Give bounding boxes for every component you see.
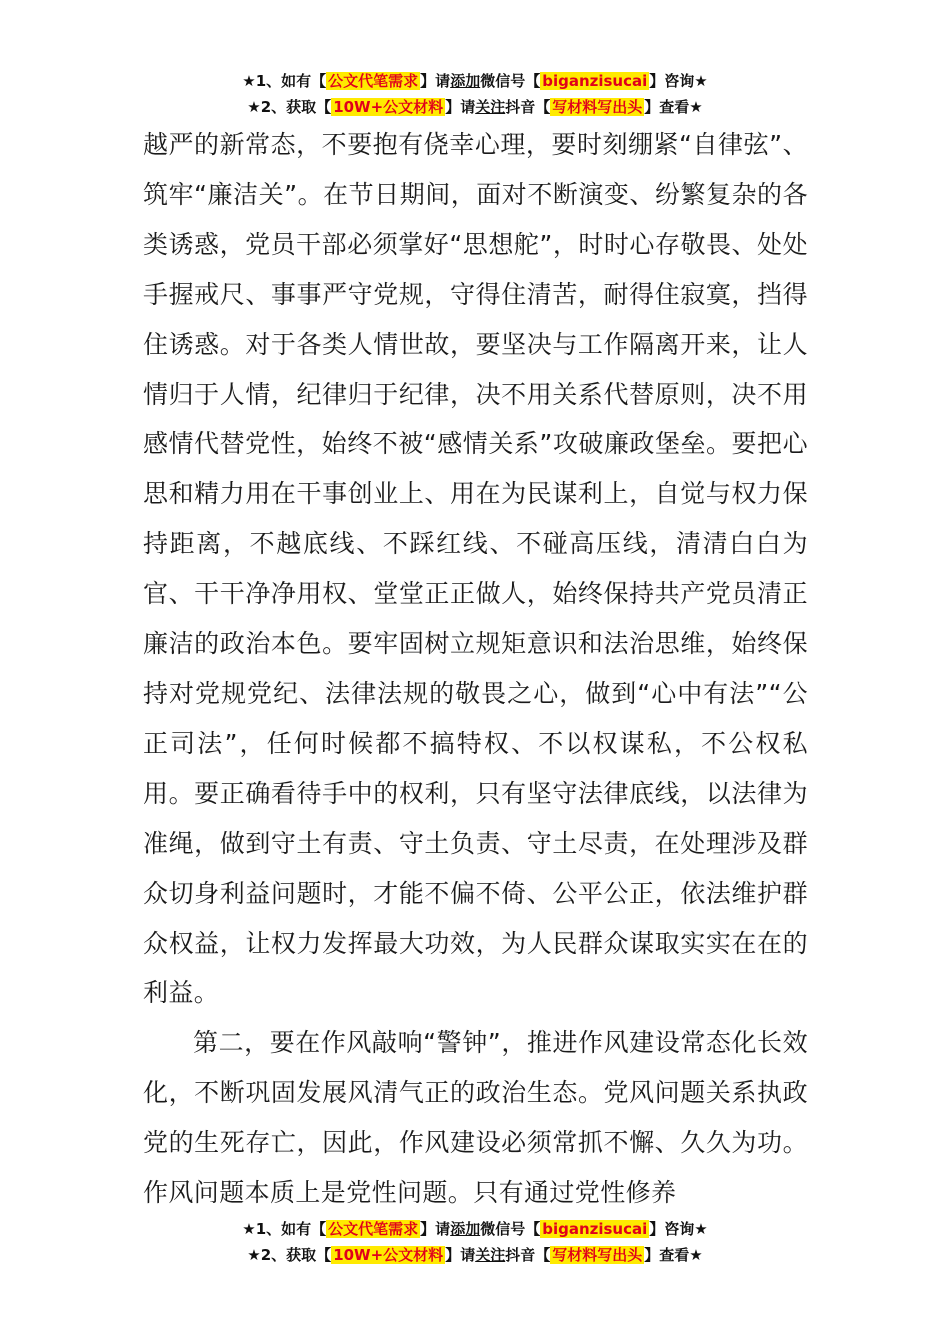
- banner-line-2: ★2、获取【 10W+公文材料 】请关注抖音【 写材料写出头 】查看★: [247, 98, 703, 116]
- document-body: [143, 120, 808, 1218]
- banner-line-1: ★1、如有【 公文代笔需求 】请添加微信号【 biganzisucai 】咨询★: [242, 72, 708, 90]
- body-paragraph: 越严的新常态，不要抱有侥幸心理，要时刻绷紧“自律弦”、筑牢“廉洁关”。在节日期间，面对不断演变、纷繁复杂的各类诱惑，党员干部必须掌好“思想舵”，时时心存敬畏、处处手握戒尺、事事严守党规，守得住清苦，耐得住寂寞，挡得住诱惑。对于各类人情世故，要坚决与工作隔离开来，让人情归于人情，纪律归于纪律，决不用关系代替原则，决不用感情代替党性，始终不被“感情关系”攻破廉政堡垒。要把心思和精力用在干事创业上、用在为民谋利上，自觉与权力保持距离，不越底线、不踩红线、不碰高压线，清清白白为官、干干净净用权、堂堂正正做人，始终保持共产党员清正廉洁的政治本色。要牢固树立规矩意识和法治思维，始终保持对党规党纪、法律法规的敬畏之心，做到“心中有法”“公正司法”，任何时候都不搞特权、不以权谋私，不公权私用。要正确看待手中的权利，只有坚守法律底线，以法律为准绳，做到守土有责、守土负责、守土尽责，在处理涉及群众切身利益问题时，才能不偏不倚、公平公正，依法维护群众权益，让权力发挥最大功效，为人民群众谋取实实在在的利益。: [143, 130, 808, 1008]
- footer-banner: [0, 1216, 950, 1268]
- header-banner: [0, 68, 950, 120]
- banner-highlight: 10W+公文材料: [333, 98, 444, 116]
- body-paragraph: 第二，要在作风敲响“警钟”，推进作风建设常态化长效化，不断巩固发展风清气正的政治生态。党风问题关系执政党的生死存亡，因此，作风建设必须常抓不懈、久久为功。作风问题本质上是党性问题。只有通过党性修养: [143, 1028, 808, 1208]
- banner-highlight: biganzisucai: [542, 1220, 648, 1238]
- banner-highlight: 公文代笔需求: [328, 72, 419, 90]
- banner-highlight: 写材料写出头: [552, 98, 643, 116]
- banner-highlight: 10W+公文材料: [333, 1246, 444, 1264]
- banner-line-2: ★2、获取【 10W+公文材料 】请关注抖音【 写材料写出头 】查看★: [247, 1246, 703, 1264]
- banner-highlight: 公文代笔需求: [328, 1220, 419, 1238]
- banner-line-1: ★1、如有【 公文代笔需求 】请添加微信号【 biganzisucai 】咨询★: [242, 1220, 708, 1238]
- banner-highlight: 写材料写出头: [552, 1246, 643, 1264]
- banner-highlight: biganzisucai: [542, 72, 648, 90]
